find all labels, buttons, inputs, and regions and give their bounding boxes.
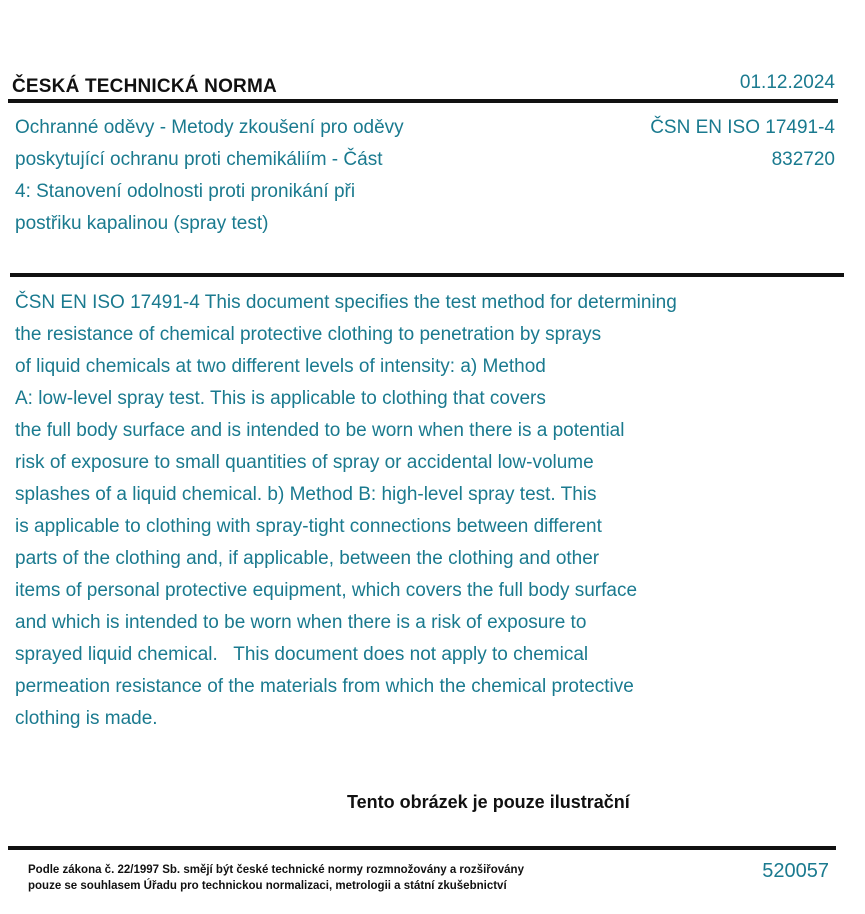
standard-designation: ČSN EN ISO 17491-4 (650, 117, 835, 138)
abstract-line: splashes of a liquid chemical. b) Method B: high-level spray test. This (15, 484, 597, 505)
standard-title-line: poskytující ochranu proti chemikáliím - Část (15, 149, 383, 170)
publication-date: 01.12.2024 (739, 72, 835, 93)
standard-identifiers (650, 112, 835, 176)
legal-notice (28, 862, 524, 894)
middle-divider (10, 273, 844, 277)
top-divider (8, 99, 838, 103)
abstract-line: is applicable to clothing with spray-tight connections between different (15, 516, 602, 537)
standard-title-line: 4: Stanovení odolnosti proti pronikání při (15, 181, 356, 202)
abstract-line: the resistance of chemical protective clothing to penetration by sprays (15, 324, 602, 345)
abstract-text (15, 287, 815, 735)
illustration-note: Tento obrázek je pouze ilustrační (347, 792, 630, 812)
abstract-line: items of personal protective equipment, which covers the full body surface (15, 580, 638, 601)
abstract-line: ČSN EN ISO 17491-4 This document specifies the test method for determining (15, 292, 677, 313)
abstract-line: the full body surface and is intended to be worn when there is a potential (15, 420, 625, 441)
abstract-line: and which is intended to be worn when there is a risk of exposure to (15, 612, 587, 633)
standard-title (15, 112, 485, 240)
bottom-divider (8, 846, 836, 850)
standard-title-line: Ochranné oděvy - Metody zkoušení pro oděvy (15, 117, 404, 138)
abstract-line: A: low-level spray test. This is applicable to clothing that covers (15, 388, 546, 409)
abstract-line: of liquid chemicals at two different levels of intensity: a) Method (15, 356, 546, 377)
norm-heading: ČESKÁ TECHNICKÁ NORMA (12, 76, 277, 97)
abstract-line: permeation resistance of the materials from which the chemical protective (15, 676, 634, 697)
abstract-line: risk of exposure to small quantities of spray or accidental low-volume (15, 452, 594, 473)
standard-title-line: postřiku kapalinou (spray test) (15, 213, 269, 234)
legal-notice-line: pouze se souhlasem Úřadu pro technickou normalizaci, metrologii a státní zkušebnictví (28, 880, 507, 892)
classification-code: 832720 (771, 149, 835, 170)
abstract-line: clothing is made. (15, 708, 158, 729)
legal-notice-line: Podle zákona č. 22/1997 Sb. smějí být české technické normy rozmnožovány a rozšiřovány (28, 864, 524, 876)
abstract-line: parts of the clothing and, if applicable, between the clothing and other (15, 548, 600, 569)
abstract-line: sprayed liquid chemical. This document does not apply to chemical (15, 644, 589, 665)
document-code: 520057 (762, 860, 829, 882)
